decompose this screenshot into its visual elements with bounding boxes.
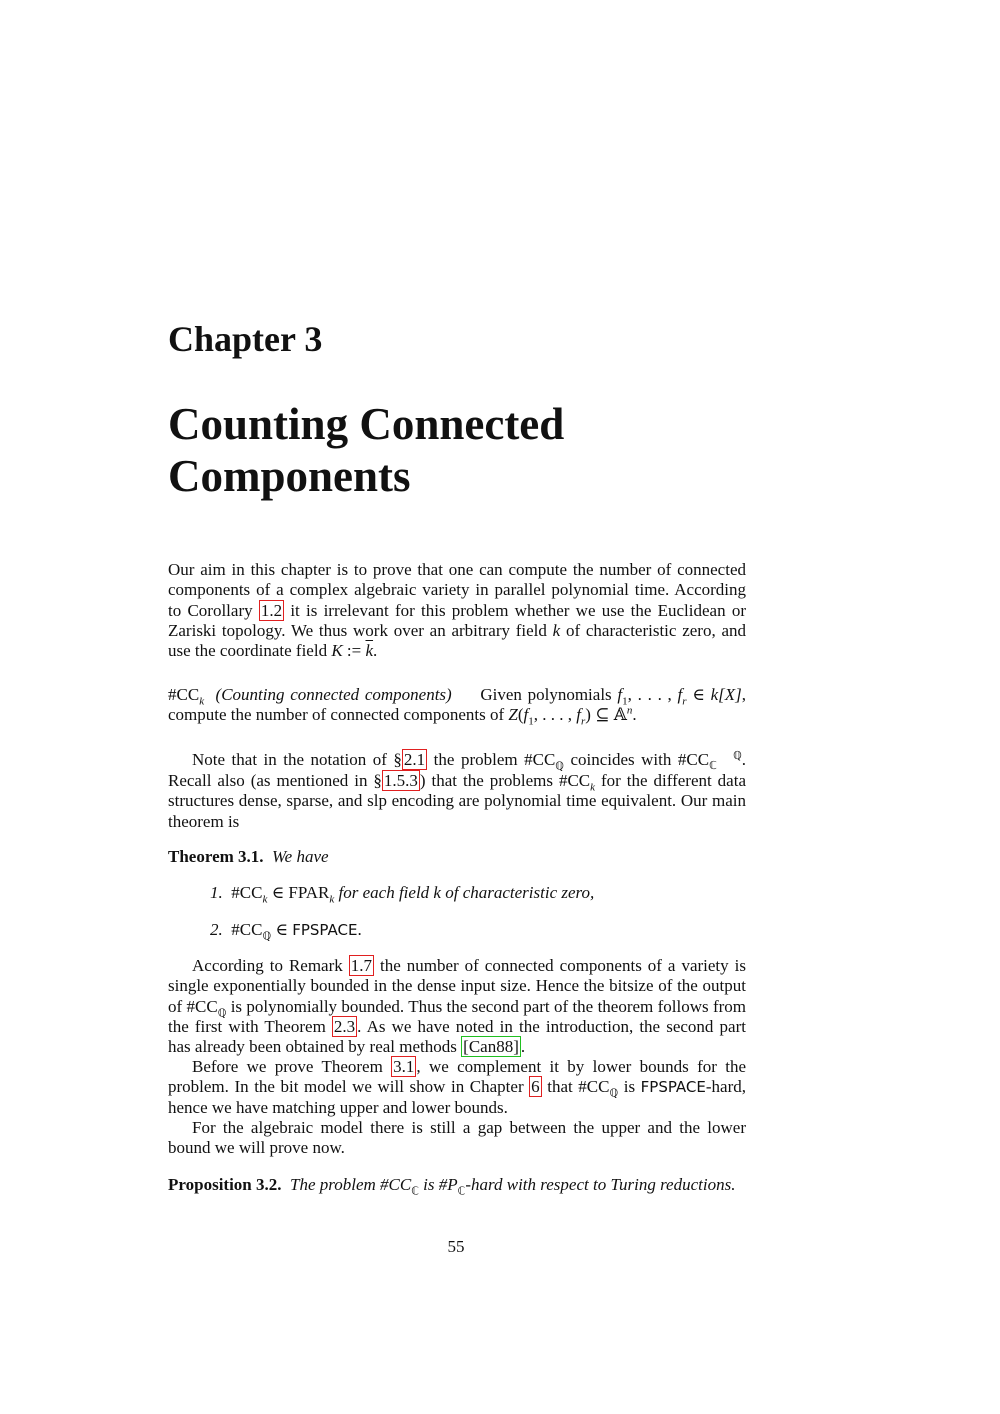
ref-chapter-6[interactable]: 6 bbox=[531, 1077, 540, 1097]
chapter-title-line1: Counting Connected bbox=[168, 399, 565, 449]
remark-paragraph: According to Remark 1.7 the number of connected components of a variety is single exponentially bounded in the dense input size. Hence the bitsize of the output of $\#CC_ℚ$ is polynomially bounded. Thus the second part of the theorem follows from the first with Theorem 2.3 . As we have noted in the introduction, the second part has already been obtained by real methods [Can88] . bbox=[168, 956, 746, 1057]
proposition: Proposition 3.2. The problem $\#CC_ℂ$ is $\#P_ℂ$-hard with respect to Turing reductions. bbox=[168, 1175, 736, 1198]
problem-definition: $\#CC_k$ (Counting connected components) Given polynomials $f_1$, . . . , $f_r$ ∈ k[X], compute the number of connected components of $Z(f_1$, . . . , $f_r$) ⊆ 𝔸$^n$. bbox=[168, 685, 747, 728]
chapter-title bbox=[168, 398, 768, 502]
algebraic-model-paragraph: For the algebraic model there is still a gap between the upper and the lower bound we will prove now. bbox=[168, 1118, 746, 1158]
ref-section-2-1[interactable]: 2.1 bbox=[403, 750, 426, 769]
note-paragraph: Note that in the notation of § 2.1 the problem $\#CC_ℚ$ coincides with #CC ℚ ℂ . Recall also (as mentioned in § 1.5.3 ) that the problems $\#CC_k$ for the different data structures dense, sparse, and slp encoding are polynomial time equivalent. Our main theorem is bbox=[168, 749, 746, 831]
chapter-title-line2: Components bbox=[168, 451, 411, 501]
cite-can88[interactable]: [Can88] bbox=[463, 1037, 519, 1057]
theorem-item-1: 1. $\#CC_k$ ∈ $FPAR_k$ for each field k of characteristic zero, bbox=[210, 883, 595, 906]
page-number: 55 bbox=[447, 1237, 465, 1256]
ref-remark-1-7[interactable]: 1.7 bbox=[350, 956, 372, 975]
ref-section-1-5-3[interactable]: 1.5.3 bbox=[383, 771, 418, 790]
lower-bounds-paragraph: Before we prove Theorem 3.1 , we complement it by lower bounds for the problem. In the bit model we will show in Chapter 6 that $\#CC_ℚ$ is FPSPACE-hard, hence we have matching upper and lower bounds. bbox=[168, 1057, 746, 1117]
ref-theorem-3-1[interactable]: 3.1 bbox=[393, 1057, 415, 1076]
intro-paragraph: Our aim in this chapter is to prove that one can compute the number of connected components of a complex algebraic variety in parallel polynomial time. According to Corollary 1.2 it is irrelevant for this problem whether we use the Euclidean or Zariski topology. We thus work over an arbitrary field k of characteristic zero, and use the coordinate field K := $\overline{k}$. bbox=[168, 560, 747, 661]
ref-theorem-2-3[interactable]: 2.3 bbox=[333, 1016, 356, 1036]
theorem-heading: Theorem 3.1. We have bbox=[168, 847, 329, 866]
chapter-label: Chapter 3 bbox=[168, 319, 323, 359]
problem-label: (Counting connected components) bbox=[215, 685, 452, 704]
ref-corollary-1-2[interactable]: 1.2 bbox=[260, 600, 283, 620]
theorem-item-2: 2. $\#CC_ℚ$ ∈ FPSPACE. bbox=[210, 920, 362, 943]
